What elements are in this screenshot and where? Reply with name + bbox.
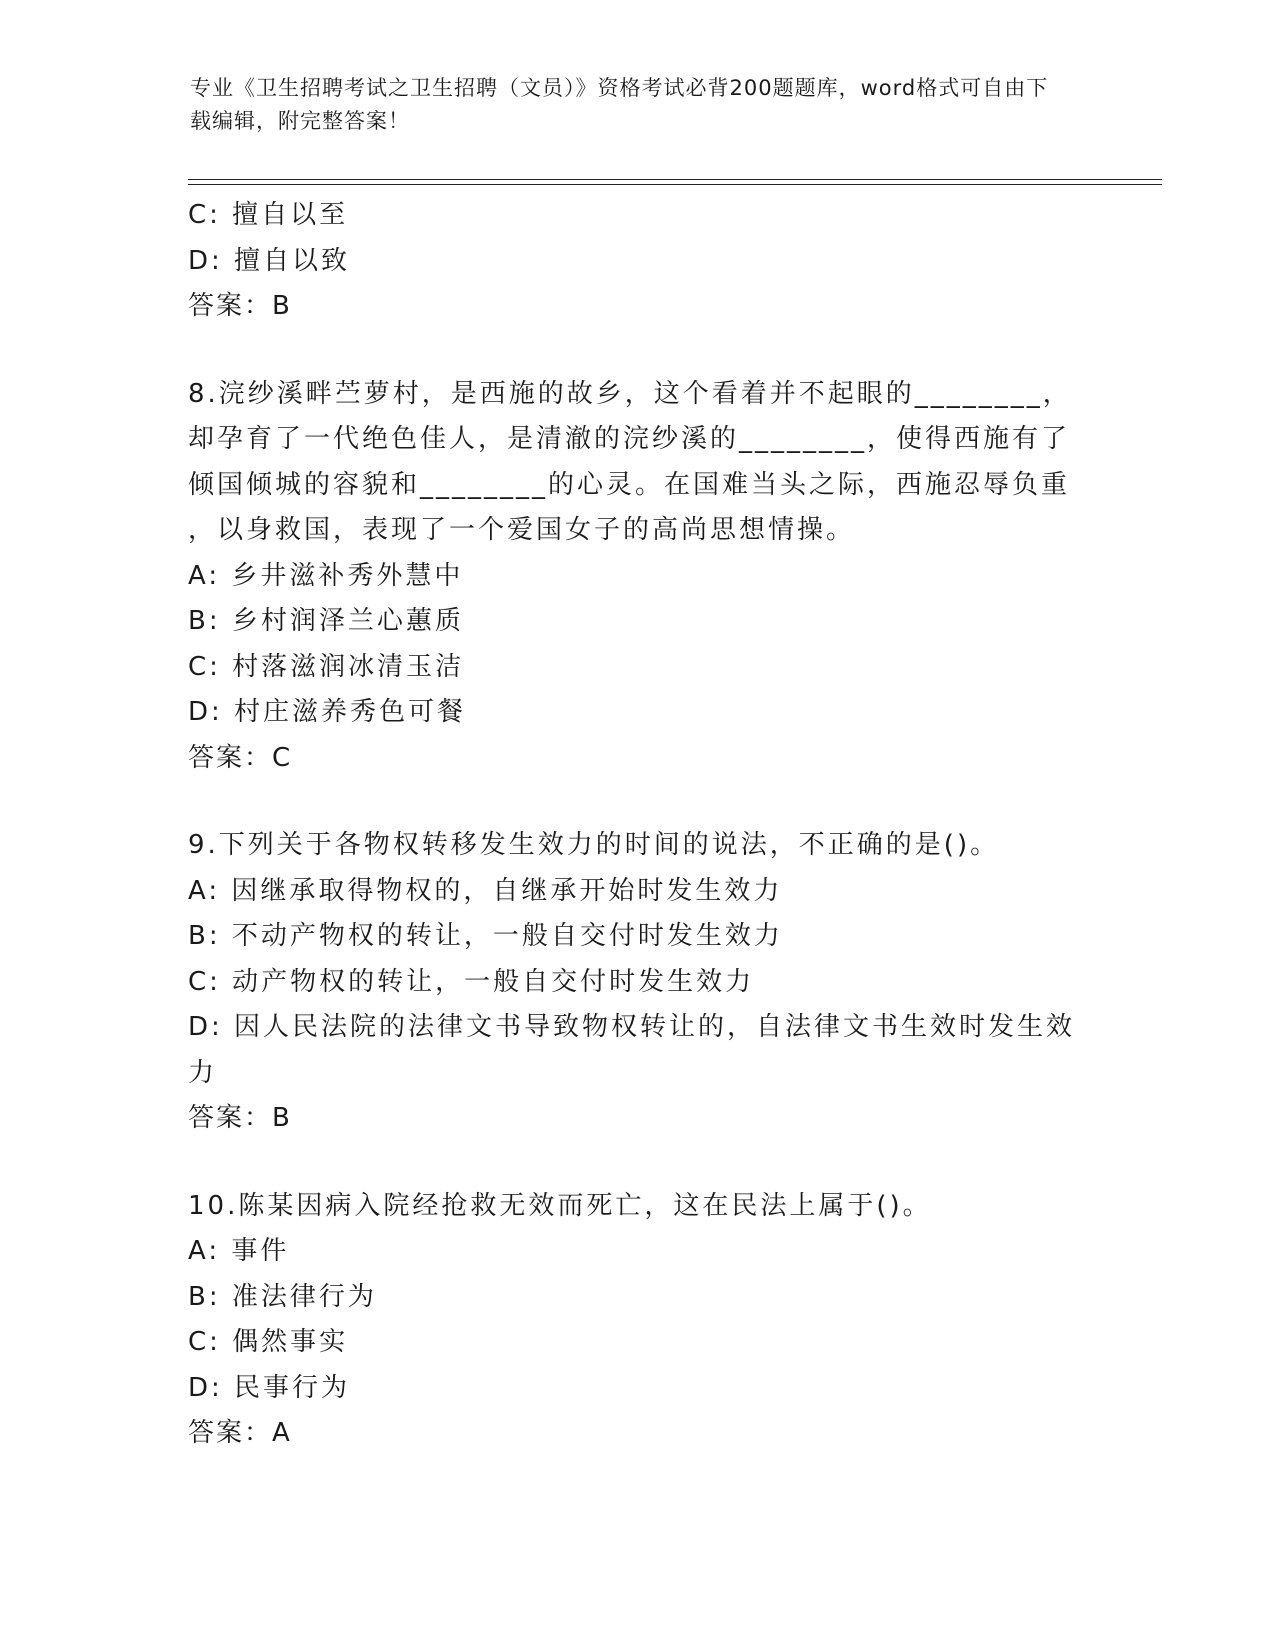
option-c: C: 偶然事实 [188,1327,349,1357]
question-list [188,193,1088,1457]
option-d: D: 村庄滋养秀色可餐 [188,697,467,727]
option-d: D: 民事行为 [188,1372,351,1403]
answer: 答案：B [188,1103,292,1133]
option-a: A: 乡井滋补秀外慧中 [188,560,464,591]
question-stem-line: 却孕育了一代绝色佳人，是清澈的浣纱溪的________，使得西施有了 [188,424,1071,454]
option-b: B: 不动产物权的转让，一般自交付时发生效力 [188,921,783,951]
answer: 答案：B [188,291,292,321]
option-a: A: 事件 [188,1236,290,1266]
option-c: C: 擅自以至 [188,200,349,230]
question-stem-line: 8.浣纱溪畔苎萝村，是西施的故乡，这个看着并不起眼的________， [188,378,1072,409]
option-b: B: 乡村润泽兰心蕙质 [188,606,464,636]
question-8 [188,372,1088,782]
option-c: C: 村落滋润冰清玉洁 [188,651,465,682]
question-stem-line: ，以身救国，表现了一个爱国女子的高尚思想情操。 [188,515,856,545]
header-divider-bottom [188,184,1162,185]
question-stem-line: 10.陈某因病入院经抢救无效而死亡，这在民法上属于()。 [188,1190,932,1221]
answer: 答案：C [188,742,293,773]
option-a: A: 因继承取得物权的，自继承开始时发生效力 [188,875,783,906]
header-title: 专业《卫生招聘考试之卫生招聘（文员）》资格考试必背200题题库，word格式可自由下载编辑，附完整答案！ [190,76,1049,133]
option-b: B: 准法律行为 [188,1281,377,1312]
answer: 答案：A [188,1418,292,1448]
question-10 [188,1184,1088,1457]
option-d: D: 擅自以致 [188,245,351,276]
question-stem-line: 9.下列关于各物权转移发生效力的时间的说法，不正确的是()。 [188,830,1000,860]
question-stem-line: 倾国倾城的容貌和________的心灵。在国难当头之际，西施忍辱负重 [188,469,1071,500]
option-d: D: 因人民法院的法律文书导致物权转让的，自法律文书生效时发生效力 [188,1012,1076,1088]
carryover-block [188,193,1088,330]
header-divider-top [188,179,1162,180]
question-9 [188,823,1088,1142]
page-header [190,72,1070,138]
option-c: C: 动产物权的转让，一般自交付时发生效力 [188,966,755,997]
